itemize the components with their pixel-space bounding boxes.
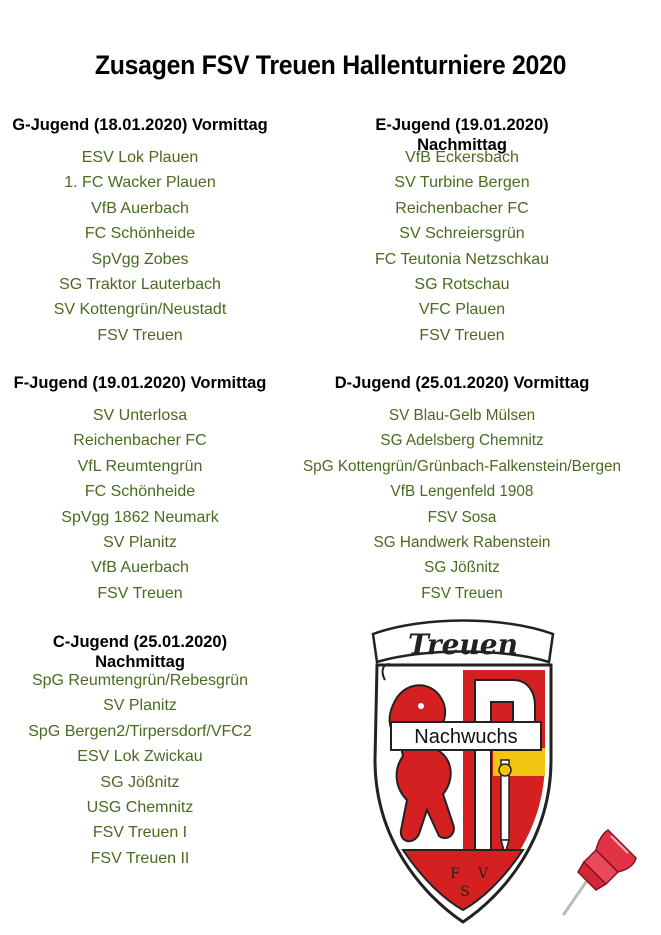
group-f-jugend [10,373,270,606]
group-title: D-Jugend (25.01.2020) Vormittag [334,374,590,392]
team-item: SpVgg 1862 Neumark [61,508,219,526]
team-item: VFC Plauen [418,301,506,319]
crest-letter: V [477,866,489,882]
team-item: FSV Sosa [427,508,497,526]
crest-banner-text: Treuen [408,628,518,661]
team-item: SV Planitz [103,697,177,715]
team-item: SV Blau-Gelb Mülsen [388,407,536,424]
team-item: VfB Lengenfeld 1908 [390,483,534,501]
team-item: Reichenbacher FC [395,199,529,217]
team-item: VfB Auerbach [91,559,189,577]
team-item: VfL Reumtengrün [77,457,203,475]
team-item: FSV Treuen I [92,824,188,842]
group-title: E-Jugend (19.01.2020) Nachmittag [375,116,549,154]
team-item: FC Schönheide [84,483,196,501]
page-title: Zusagen FSV Treuen Hallenturniere 2020 [94,50,567,80]
team-item: FSV Treuen [419,326,505,344]
group-title: G-Jugend (18.01.2020) Vormittag [12,116,268,134]
team-item: Reichenbacher FC [73,432,207,450]
team-item: SG Rotschau [414,276,510,294]
team-item: FC Schönheide [84,225,196,243]
team-item: SpG Bergen2/Tirpersdorf/VFC2 [28,722,252,740]
team-item: SG Jößnitz [100,773,180,791]
team-item: SpVgg Zobes [91,250,189,268]
group-title: C-Jugend (25.01.2020) Nachmittag [52,633,228,671]
team-item: SV Turbine Bergen [394,174,530,192]
team-item: VfB Eckersbach [405,149,519,166]
group-e-jugend [331,115,593,348]
crest-letter: F [450,866,460,882]
team-item: FC Teutonia Netzschkau [374,250,549,268]
team-item: SpG Reumtengrün/Rebesgrün [31,672,249,689]
team-item: SG Jößnitz [424,559,500,577]
team-item: SG Adelsberg Chemnitz [380,432,544,450]
crest-label-text: Nachwuchs [414,726,518,748]
team-item: ESV Lok Zwickau [77,748,203,766]
team-item: SG Traktor Lauterbach [59,276,221,294]
fsv-treuen-crest [363,610,563,930]
team-item: SV Planitz [103,534,177,552]
team-item: FSV Treuen II [90,849,190,867]
team-item: 1. FC Wacker Plauen [64,174,216,192]
team-item: ESV Lok Plauen [81,149,199,166]
group-title: F-Jugend (19.01.2020) Vormittag [13,374,267,392]
team-item: SV Schreiersgrün [399,225,525,243]
team-item: SV Unterlosa [92,407,188,424]
team-item: FSV Treuen [421,584,503,602]
group-g-jugend [10,115,270,348]
pushpin-icon [556,820,646,920]
team-item: FSV Treuen [97,326,183,344]
group-c-jugend [10,632,270,871]
team-item: VfB Auerbach [91,199,189,217]
crest-letter: S [460,884,470,900]
group-d-jugend [300,373,624,606]
team-item: SpG Kottengrün/Grünbach-Falkenstein/Bergen [302,457,622,475]
team-item: USG Chemnitz [86,799,194,817]
team-item: SG Handwerk Rabenstein [373,534,551,552]
team-item: FSV Treuen [97,584,183,602]
team-item: SV Kottengrün/Neustadt [53,301,227,319]
